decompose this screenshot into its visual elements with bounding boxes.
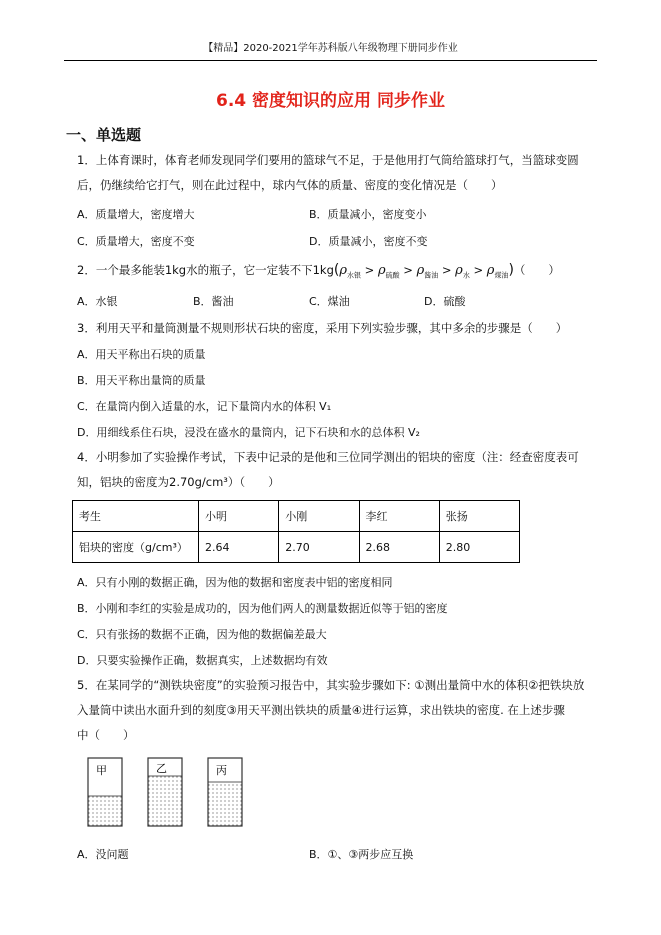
q4-stem-line2: 知，铝块的密度为2.70g/cm³）（ ）: [77, 475, 280, 489]
q3-option-b: B．用天平称出量筒的质量: [77, 374, 206, 387]
table-row-label: 铝块的密度（g/cm³）: [73, 532, 199, 563]
q4-option-d: D．只要实验操作正确，数据真实，上述数据均有效: [77, 654, 328, 667]
table-cell: 2.64: [199, 532, 279, 563]
q4-option-a: A．只有小刚的数据正确，因为他的数据和密度表中铝的密度相同: [77, 576, 393, 589]
q3-option-d: D．用细线系住石块，浸没在盛水的量筒内，记下石块和水的总体积 V₂: [77, 426, 420, 439]
table-cell: 2.68: [359, 532, 439, 563]
table-cell: 2.80: [439, 532, 519, 563]
q2-option-a: A．水银: [77, 295, 118, 308]
q2-rho-water: 水: [462, 271, 470, 280]
table-header-cell: 张扬: [439, 501, 519, 532]
q1-option-d: D．质量减小，密度不变: [309, 235, 428, 248]
q3-option-a: A．用天平称出石块的质量: [77, 348, 206, 361]
q2-rho-soy: 酱油: [424, 271, 439, 280]
q2-option-c: C．煤油: [309, 295, 350, 308]
table-header-cell: 李红: [359, 501, 439, 532]
q2-stem-text: 2．一个最多能装1kg水的瓶子，它一定装不下1kg: [77, 263, 334, 277]
q2-rho-sulfuric: 硫酸: [385, 271, 400, 280]
q2-stem: [77, 262, 560, 281]
q5-stem-line3: 中（ ）: [77, 728, 135, 742]
q2-density-formula: $(\rho_{水银} > \rho_{硫酸} > \rho_{酱油} > \rho_水 > \rho_{煤油})$: [333, 262, 514, 280]
table-header-cell: 考生: [73, 501, 199, 532]
q5-stem-line1: 5．在某同学的“测铁块密度”的实验预习报告中，其实验步骤如下: ①测出量筒中水的体积②把铁块放: [77, 678, 585, 692]
page-header: 【精品】2020-2021学年苏科版八年级物理下册同步作业: [64, 40, 597, 61]
q1-option-a: A．质量增大，密度增大: [77, 208, 195, 221]
q3-stem: 3．利用天平和量筒测量不规则形状石块的密度，采用下列实验步骤，其中多余的步骤是（ ）: [77, 321, 568, 335]
cylinder-label-bing: 丙: [216, 764, 227, 777]
cylinder-label-yi: 乙: [156, 762, 167, 775]
section-heading: 一、单选题: [66, 126, 142, 144]
q5-option-a: A．没问题: [77, 848, 129, 861]
table-cell: 2.70: [279, 532, 359, 563]
q5-option-b: B．①、③两步应互换: [309, 848, 414, 861]
q4-stem-line1: 4．小明参加了实验操作考试，下表中记录的是他和三位同学测出的铝块的密度（注：经查密度表可: [77, 450, 579, 464]
q1-option-c: C．质量增大，密度不变: [77, 235, 195, 248]
q1-stem-line2: 后，仍继续给它打气，则在此过程中，球内气体的质量、密度的变化情况是（ ）: [77, 178, 503, 192]
cylinder-bing: [208, 758, 242, 826]
cylinder-jia: [88, 758, 122, 826]
q2-rho-mercury: 水银: [347, 271, 361, 280]
q2-option-b: B．酱油: [193, 295, 234, 308]
table-row: [73, 532, 520, 563]
q2-stem-tail: （ ）: [513, 263, 560, 277]
cylinder-yi: [148, 758, 182, 826]
q4-option-c: C．只有张扬的数据不正确，因为他的数据偏差最大: [77, 628, 327, 641]
table-header-cell: 小刚: [279, 501, 359, 532]
q1-option-b: B．质量减小，密度变小: [309, 208, 427, 221]
density-table: [72, 500, 520, 563]
table-header-cell: 小明: [199, 501, 279, 532]
q3-option-c: C．在量筒内倒入适量的水，记下量筒内水的体积 V₁: [77, 400, 332, 413]
q2-option-d: D．硫酸: [424, 295, 466, 308]
cylinder-figure: [84, 752, 284, 832]
q4-option-b: B．小刚和李红的实验是成功的，因为他们两人的测量数据近似等于铝的密度: [77, 602, 448, 615]
q2-rho-kerosene: 煤油: [494, 271, 509, 280]
page-title: 6.4 密度知识的应用 同步作业: [216, 91, 445, 111]
table-header-row: [73, 501, 520, 532]
q5-stem-line2: 入量筒中读出水面升到的刻度③用天平测出铁块的质量④进行运算，求出铁块的密度. 在上述步骤: [77, 703, 565, 717]
cylinder-label-jia: 甲: [96, 764, 107, 777]
q1-stem-line1: 1．上体育课时，体育老师发现同学们要用的篮球气不足，于是他用打气筒给篮球打气，当篮球变圆: [77, 153, 579, 167]
